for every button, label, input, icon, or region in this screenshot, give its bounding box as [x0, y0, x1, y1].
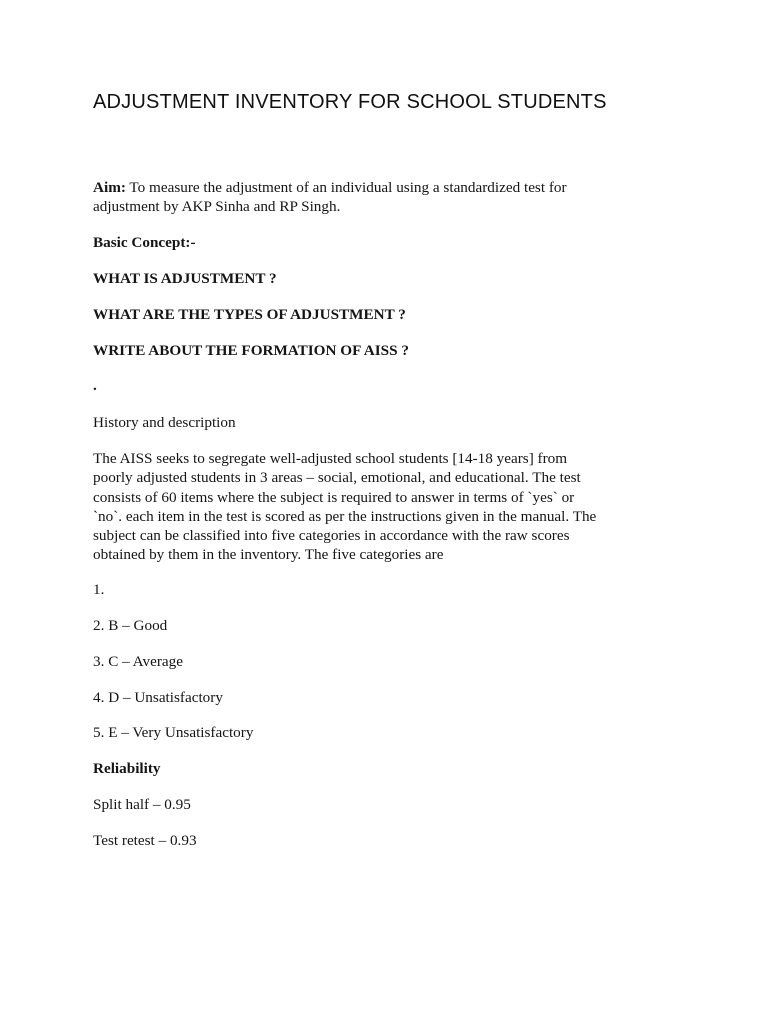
reliability-heading: Reliability	[93, 760, 161, 777]
aim-text-1: To measure the adjustment of an individual using a standardized test for	[125, 179, 567, 196]
page-title: ADJUSTMENT INVENTORY FOR SCHOOL STUDENTS	[93, 91, 607, 113]
description-line-2: poorly adjusted students in 3 areas – social, emotional, and educational. The test	[93, 469, 581, 486]
history-heading: History and description	[93, 414, 236, 431]
description-line-5: subject can be classified into five categories in accordance with the raw scores	[93, 527, 570, 544]
basic-concept-heading: Basic Concept:-	[93, 234, 196, 251]
reliability-split-half: Split half – 0.95	[93, 796, 191, 813]
question-types-of-adjustment: WHAT ARE THE TYPES OF ADJUSTMENT ?	[93, 306, 406, 323]
aim-line-2: adjustment by AKP Sinha and RP Singh.	[93, 198, 341, 215]
question-what-is-adjustment: WHAT IS ADJUSTMENT ?	[93, 270, 277, 287]
reliability-test-retest: Test retest – 0.93	[93, 832, 197, 849]
aim-label: Aim:	[93, 179, 126, 196]
question-formation-of-aiss: WRITE ABOUT THE FORMATION OF AISS ?	[93, 342, 409, 359]
description-line-3: consists of 60 items where the subject is required to answer in terms of `yes` or	[93, 489, 575, 506]
category-item-3: 3. C – Average	[93, 653, 183, 670]
description-line-1: The AISS seeks to segregate well-adjusted school students [14-18 years] from	[93, 450, 568, 467]
description-line-6: obtained by them in the inventory. The five categories are	[93, 546, 444, 563]
dot-marker: .	[93, 377, 97, 394]
aim-line-1	[93, 179, 567, 197]
category-item-4: 4. D – Unsatisfactory	[93, 689, 223, 706]
description-line-4: `no`. each item in the test is scored as per the instructions given in the manual. The	[93, 508, 597, 525]
category-item-5: 5. E – Very Unsatisfactory	[93, 724, 254, 741]
category-item-2: 2. B – Good	[93, 617, 168, 634]
category-item-1: 1.	[93, 581, 105, 598]
